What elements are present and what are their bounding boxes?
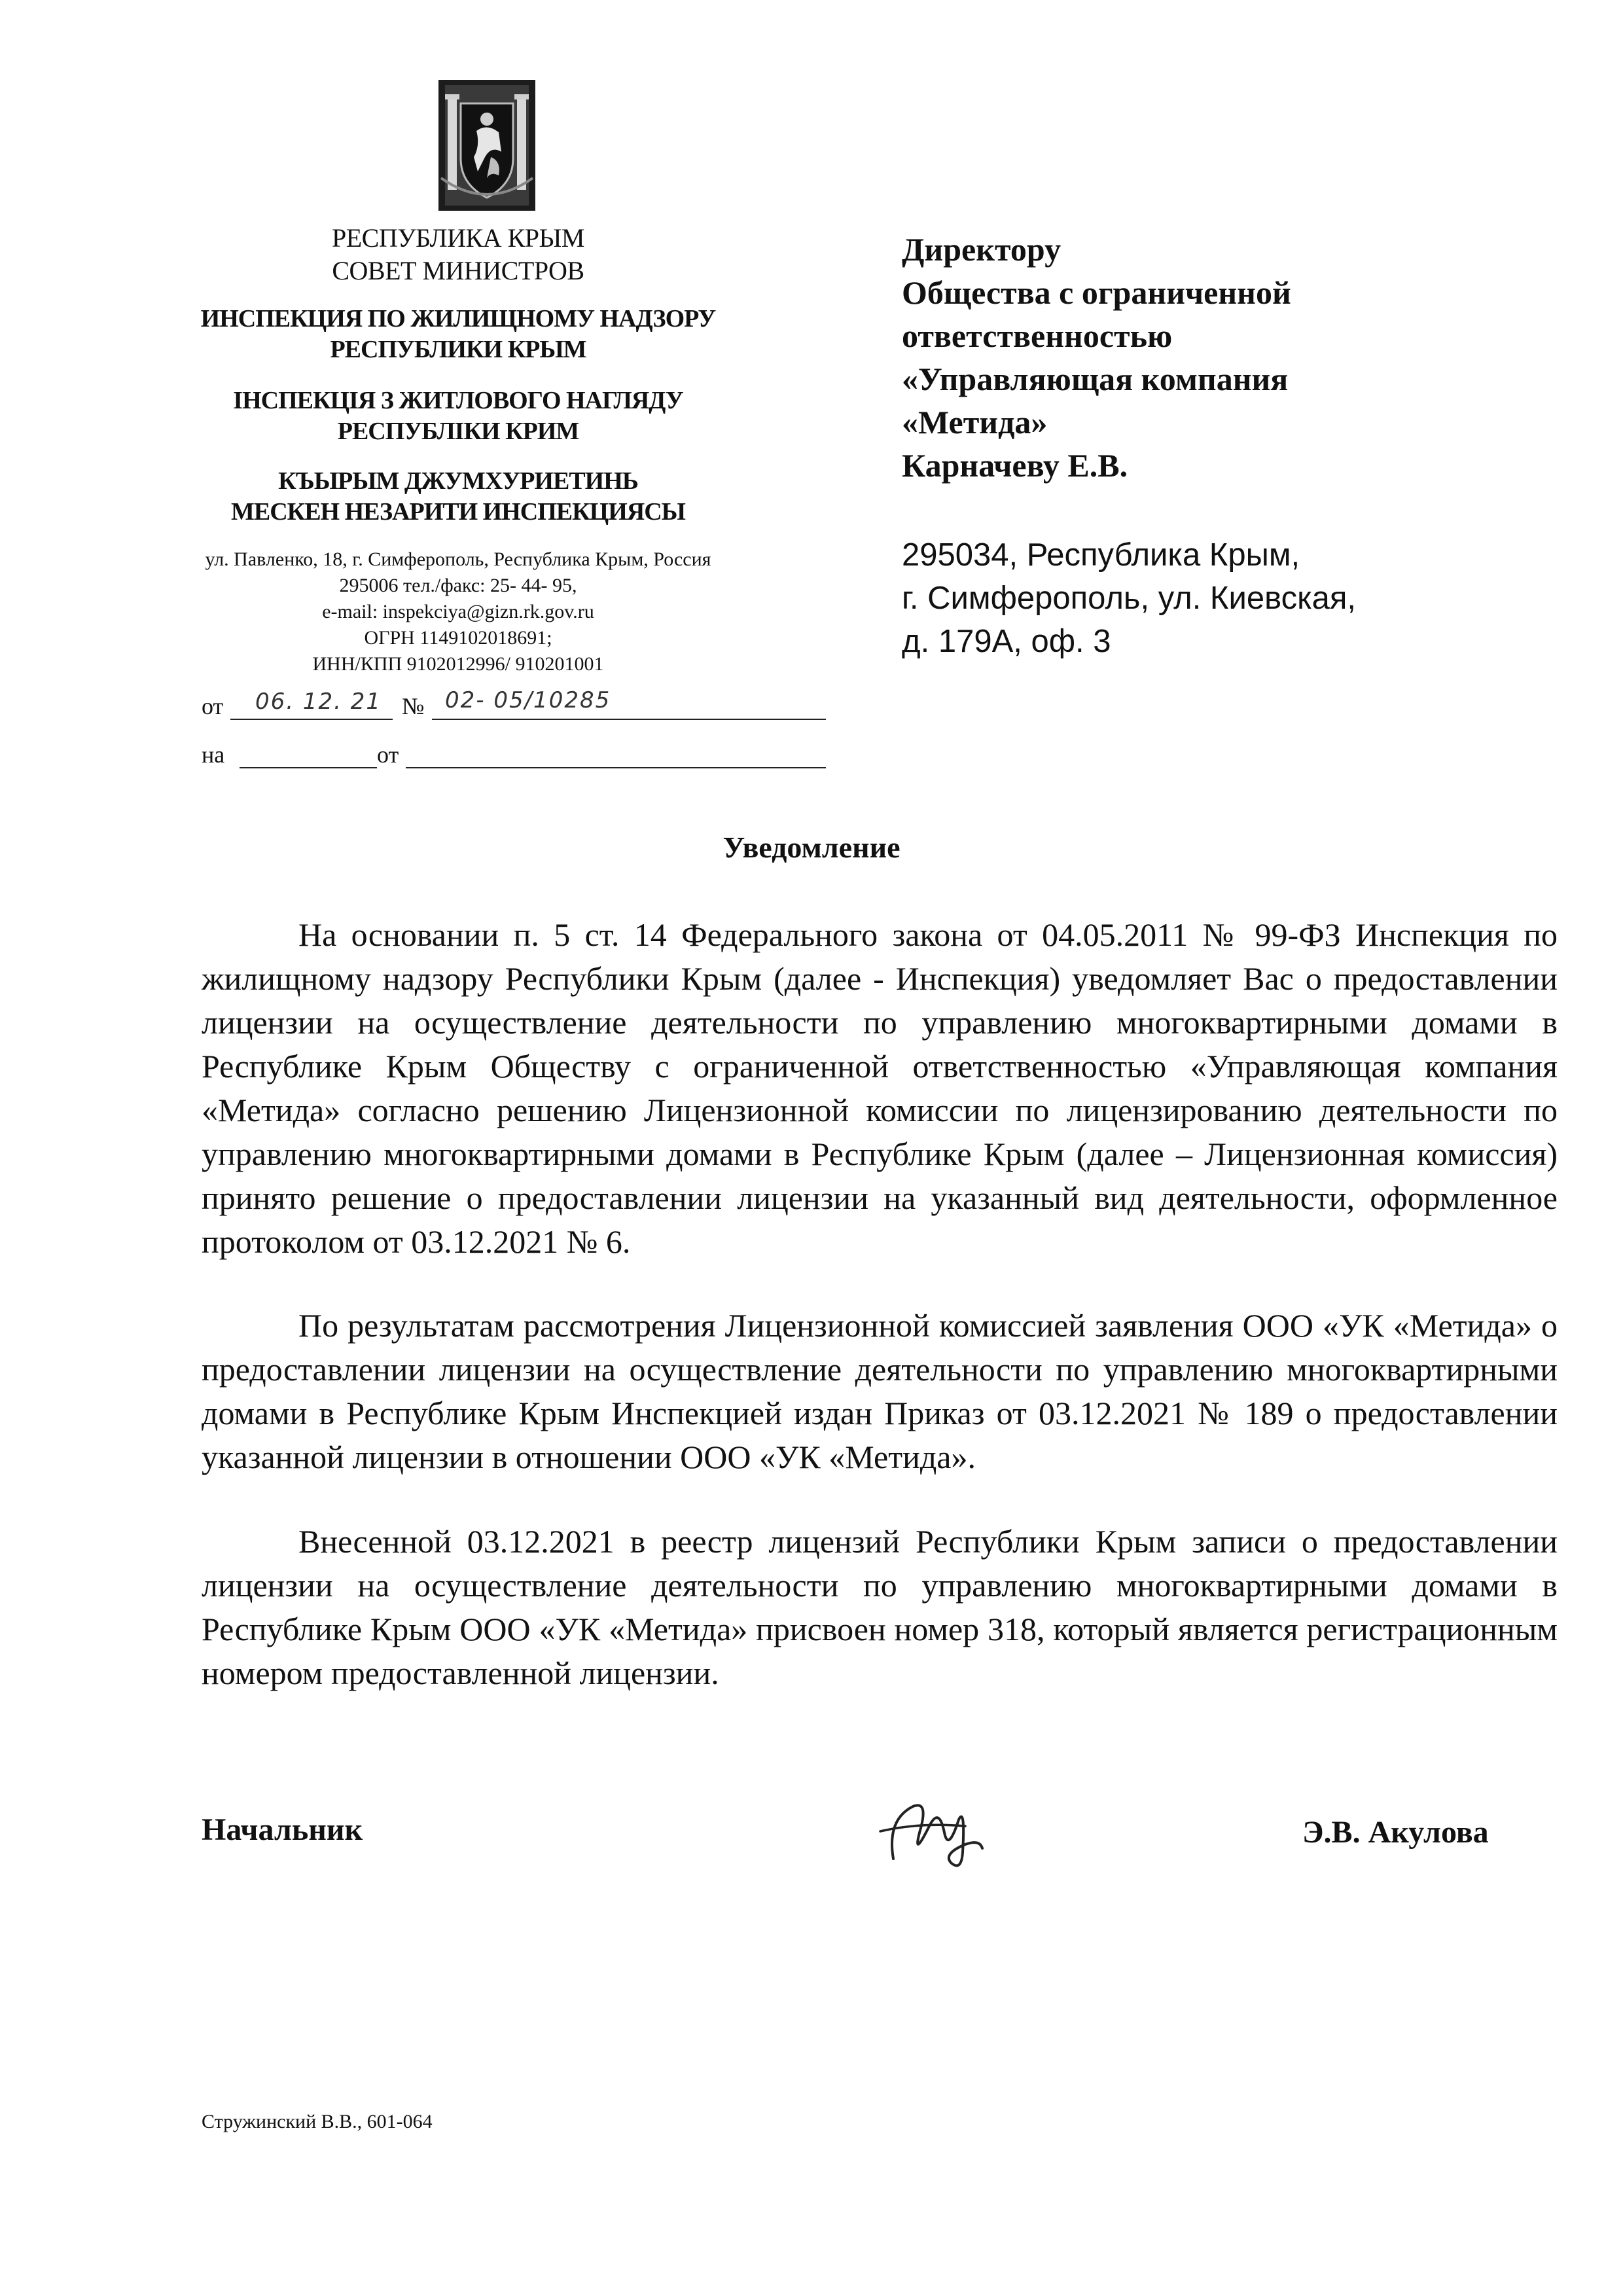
recipient-line-3: ответственностью — [902, 317, 1173, 354]
ogrn-line: ОГРН 1149102018691; — [364, 627, 552, 649]
body-paragraph-2: По результатам рассмотрения Лицензионной комиссией заявления ООО «УК «Метида» о предоставлении лицензии на осуществление деятельности по управлению многоквартирными домами в Республике Крым Инспекцией издан Приказ от 03.12.2021 № 189 о предоставлении указанной лицензии в отношении ООО «УК «Метида». — [202, 1307, 1558, 1475]
number-label: № — [402, 693, 425, 719]
inspection-name-ru-2: РЕСПУБЛИКИ КРЫМ — [330, 336, 586, 363]
inn-line: ИНН/КПП 9102012996/ 910201001 — [312, 653, 604, 675]
date-label: от — [202, 693, 224, 719]
republic-name: РЕСПУБЛИКА КРЫМ — [332, 223, 584, 253]
inspection-name-ru-1: ИНСПЕКЦИЯ ПО ЖИЛИЩНОМУ НАДЗОРУ — [200, 305, 716, 332]
incoming-date-label: от — [377, 742, 399, 768]
incoming-date-rule — [406, 767, 826, 768]
email-line: e-mail: inspekciya@gizn.rk.gov.ru — [322, 601, 594, 622]
address-line-1: ул. Павленко, 18, г. Симферополь, Республика Крым, Россия — [205, 548, 711, 570]
notice-title: Уведомление — [722, 831, 901, 864]
date-rule — [230, 719, 393, 720]
incoming-number-rule — [240, 767, 377, 768]
inspection-name-ua-2: РЕСПУБЛІКИ КРИМ — [337, 418, 579, 445]
body-paragraph-1: На основании п. 5 ст. 14 Федерального закона от 04.05.2011 № 99-ФЗ Инспекция по жилищному надзору Республики Крым (далее - Инспекция) уведомляет Вас о предоставлении лицензии на осуществление деятельности по управлению многоквартирными домами в Республике Крым Обществу с ограниченной ответственностью «Управляющая компания «Метида» согласно решению Лицензионной комиссии по лицензированию деятельности по управлению многоквартирными домами в Республике Крым (далее – Лицензионная комиссия) принято решение о предоставлении лицензии на указанный вид деятельности, оформленное протоколом от 03.12.2021 № 6. — [202, 916, 1558, 1260]
inspection-name-ua-1: ІНСПЕКЦІЯ З ЖИТЛОВОГО НАГЛЯДУ — [233, 387, 683, 414]
incoming-label: на — [202, 742, 225, 768]
recipient-name: Карначеву Е.В. — [902, 447, 1128, 484]
recipient-line-2: Общества с ограниченной — [902, 274, 1291, 311]
council-name: СОВЕТ МИНИСТРОВ — [332, 256, 584, 285]
recipient-line-1: Директору — [902, 231, 1061, 268]
recipient-address-1: 295034, Республика Крым, — [902, 537, 1300, 573]
recipient-address-3: д. 179А, оф. 3 — [902, 624, 1111, 659]
recipient-address-2: г. Симферополь, ул. Киевская, — [902, 581, 1356, 616]
signer-position: Начальник — [202, 1812, 363, 1847]
body-paragraph-3: Внесенной 03.12.2021 в реестр лицензий Республики Крым записи о предоставлении лицензии на осуществление деятельности по управлению многоквартирными домами в Республике Крым ООО «УК «Метида» присвоен номер 318, который является регистрационным номером предоставленной лицензии. — [202, 1523, 1558, 1691]
handwritten-signature — [867, 1780, 991, 1878]
inspection-name-crh-2: МЕСКЕН НЕЗАРИТИ ИНСПЕКЦИЯСЫ — [231, 498, 685, 526]
recipient-line-5: «Метида» — [902, 404, 1048, 440]
handwritten-date: 06. 12. 21 — [255, 689, 382, 715]
crimea-emblem-icon — [438, 80, 535, 211]
recipient-line-4: «Управляющая компания — [902, 361, 1289, 397]
inspection-name-crh-1: КЪЫРЫМ ДЖУМХУРИЕТИНЬ — [278, 467, 638, 495]
executor-contact: Стружинский В.В., 601-064 — [202, 2111, 433, 2132]
address-line-2: 295006 тел./факс: 25- 44- 95, — [339, 575, 577, 596]
number-rule — [432, 719, 826, 720]
signer-name: Э.В. Акулова — [1302, 1815, 1489, 1850]
handwritten-number: 02- 05/10285 — [445, 687, 611, 713]
